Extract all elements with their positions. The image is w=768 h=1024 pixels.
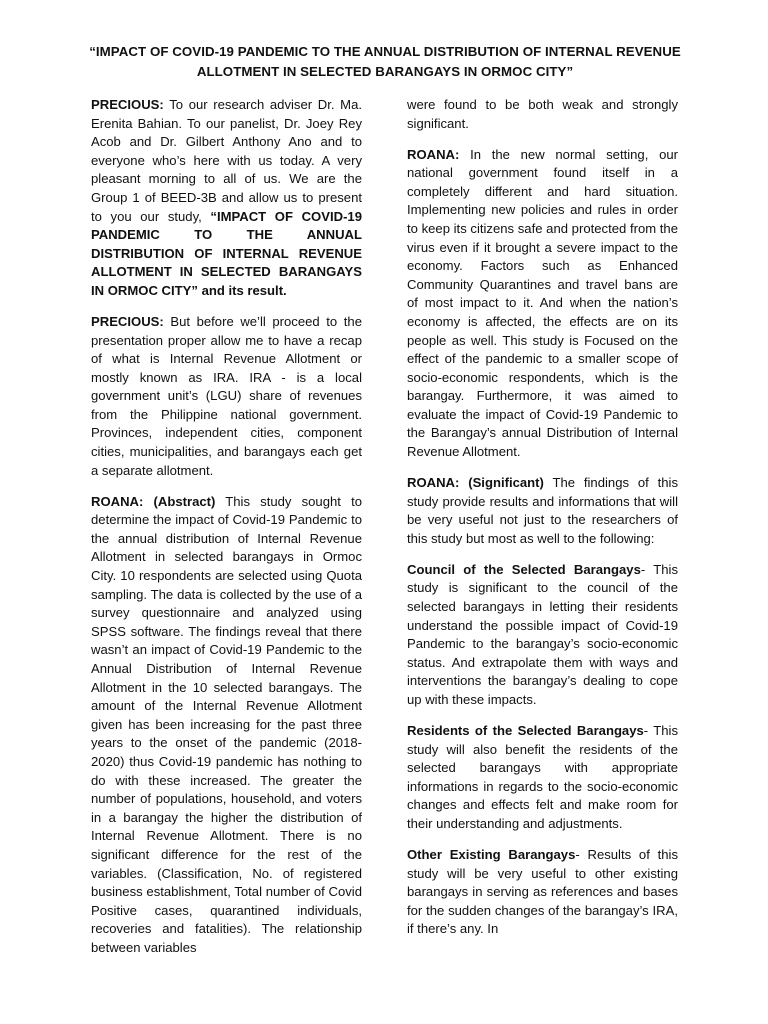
paragraph-other-barangays <box>407 846 678 939</box>
paragraph-text: In the new normal setting, our national government found itself in a completely different and hard situation. Implementing new policies and rules in order to keep its citizens safe and protected from the virus even if it brought a severe impact to the economy. Factors such as Enhanced Community Quarantines and travel bans are of most impact to it. And when the nation’s economy is affected, the effects are on its people as well. This study is Focused on the effect of the pandemic to a smaller scope of socio-economic respondents, which is the barangay. Furthermore, it was aimed to evaluate the impact of Covid-19 Pandemic to the Barangay’s annual Distribution of Internal Revenue Allotment. <box>407 146 678 460</box>
left-column <box>91 96 362 970</box>
paragraph-precious-intro <box>91 96 362 301</box>
paragraph-precious-ira <box>91 313 362 480</box>
paragraph-roana-abstract <box>91 493 362 958</box>
right-column <box>407 96 678 951</box>
paragraph-text: The findings of this study provide results and informations that will be very useful not just to the researchers of this study but most as well to the following: <box>407 475 679 546</box>
title-line-1: “IMPACT OF COVID-19 PANDEMIC TO THE ANNUAL DISTRIBUTION OF INTERNAL REVENUE <box>89 44 681 59</box>
paragraph-continuation <box>407 96 678 133</box>
paragraph-text: - This study will also benefit the residents of the selected barangays with appropriate informations in regards to the socio-economic changes and effects felt and make room for their understanding and adjustments. <box>407 722 679 831</box>
paragraph-text: This study sought to determine the impact of Covid-19 Pandemic to the annual distribution of Internal Revenue Allotment in selected barangays in Ormoc City. 10 respondents are selected using Quota sampling. The data is collected by the use of a survey questionnaire and analyzed using SPSS software. The findings reveal that there wasn’t an impact of Covid-19 Pandemic to the Annual Distribution of Internal Revenue Allotment in the 10 selected barangays. The amount of the Internal Revenue Allotment given has been increasing for the past three years to the onset of the pandemic (2018-2020) thus Covid-19 pandemic has nothing to do with these increased. The greater the number of populations, household, and voters in a barangay the higher the distribution of Internal Revenue Allotment. There is no significant difference for the rest of the variables. (Classification, No. of registered business establishment, Total number of Covid Positive cases, quarantined individuals, recoveries and fatalities). The relationship between variables <box>91 493 362 955</box>
speaker-label: ROANA: <box>407 146 460 162</box>
beneficiary-label: Other Existing Barangays <box>407 846 576 862</box>
paragraph-roana-new-normal <box>407 146 678 462</box>
paragraph-text: But before we’ll proceed to the presentation proper allow me to have a recap of what is Internal Revenue Allotment or mostly known as IRA. IRA - is a local government unit’s (LGU) share of revenues from the Philippine national government. Provinces, independent cities, component cities, municipalities, and barangays each get a separate allotment. <box>91 313 362 478</box>
speaker-label: PRECIOUS: <box>91 313 164 329</box>
paragraph-text: To our research adviser Dr. Ma. Erenita Bahian. To our panelist, Dr. Joey Rey Acob and Dr. Gilbert Anthony Ano and to everyone who’s here with us today. A very pleasant morning to all of us. We are the Group 1 of BEED-3B and allow us to present to you our study, <box>91 97 362 224</box>
beneficiary-label: Council of the Selected Barangays <box>407 561 641 577</box>
title-line-2: ALLOTMENT IN SELECTED BARANGAYS IN ORMOC CITY” <box>196 64 574 79</box>
speaker-label: PRECIOUS: <box>91 97 164 112</box>
speaker-label: ROANA: (Abstract) <box>91 493 216 509</box>
study-title-emphasis: “IMPACT OF COVID-19 PANDEMIC TO THE ANNUAL DISTRIBUTION OF INTERNAL REVENUE ALLOTMENT IN SELECTED BARANGAYS IN ORMOC CITY” and its result. <box>91 208 362 298</box>
paragraph-residents <box>407 722 678 834</box>
paragraph-text: were found to be both weak and strongly significant. <box>407 97 678 131</box>
beneficiary-label: Residents of the Selected Barangays <box>407 722 644 738</box>
speaker-label: ROANA: (Significant) <box>407 475 544 491</box>
paragraph-text: - Results of this study will be very useful to other existing barangays in serving as references and bases for the sudden changes of the barangay’s IRA, if there’s any. In <box>407 846 678 937</box>
document-title <box>70 42 700 82</box>
paragraph-roana-significant <box>407 474 678 548</box>
paragraph-council <box>407 561 678 710</box>
paragraph-text: - This study is significant to the council of the selected barangays in letting their residents understand the possible impact of Covid-19 Pandemic to the barangay’s socio-economic status. And extrapolate them with ways and interventions the barangay’s dealing to cope up with these impacts. <box>407 561 678 707</box>
